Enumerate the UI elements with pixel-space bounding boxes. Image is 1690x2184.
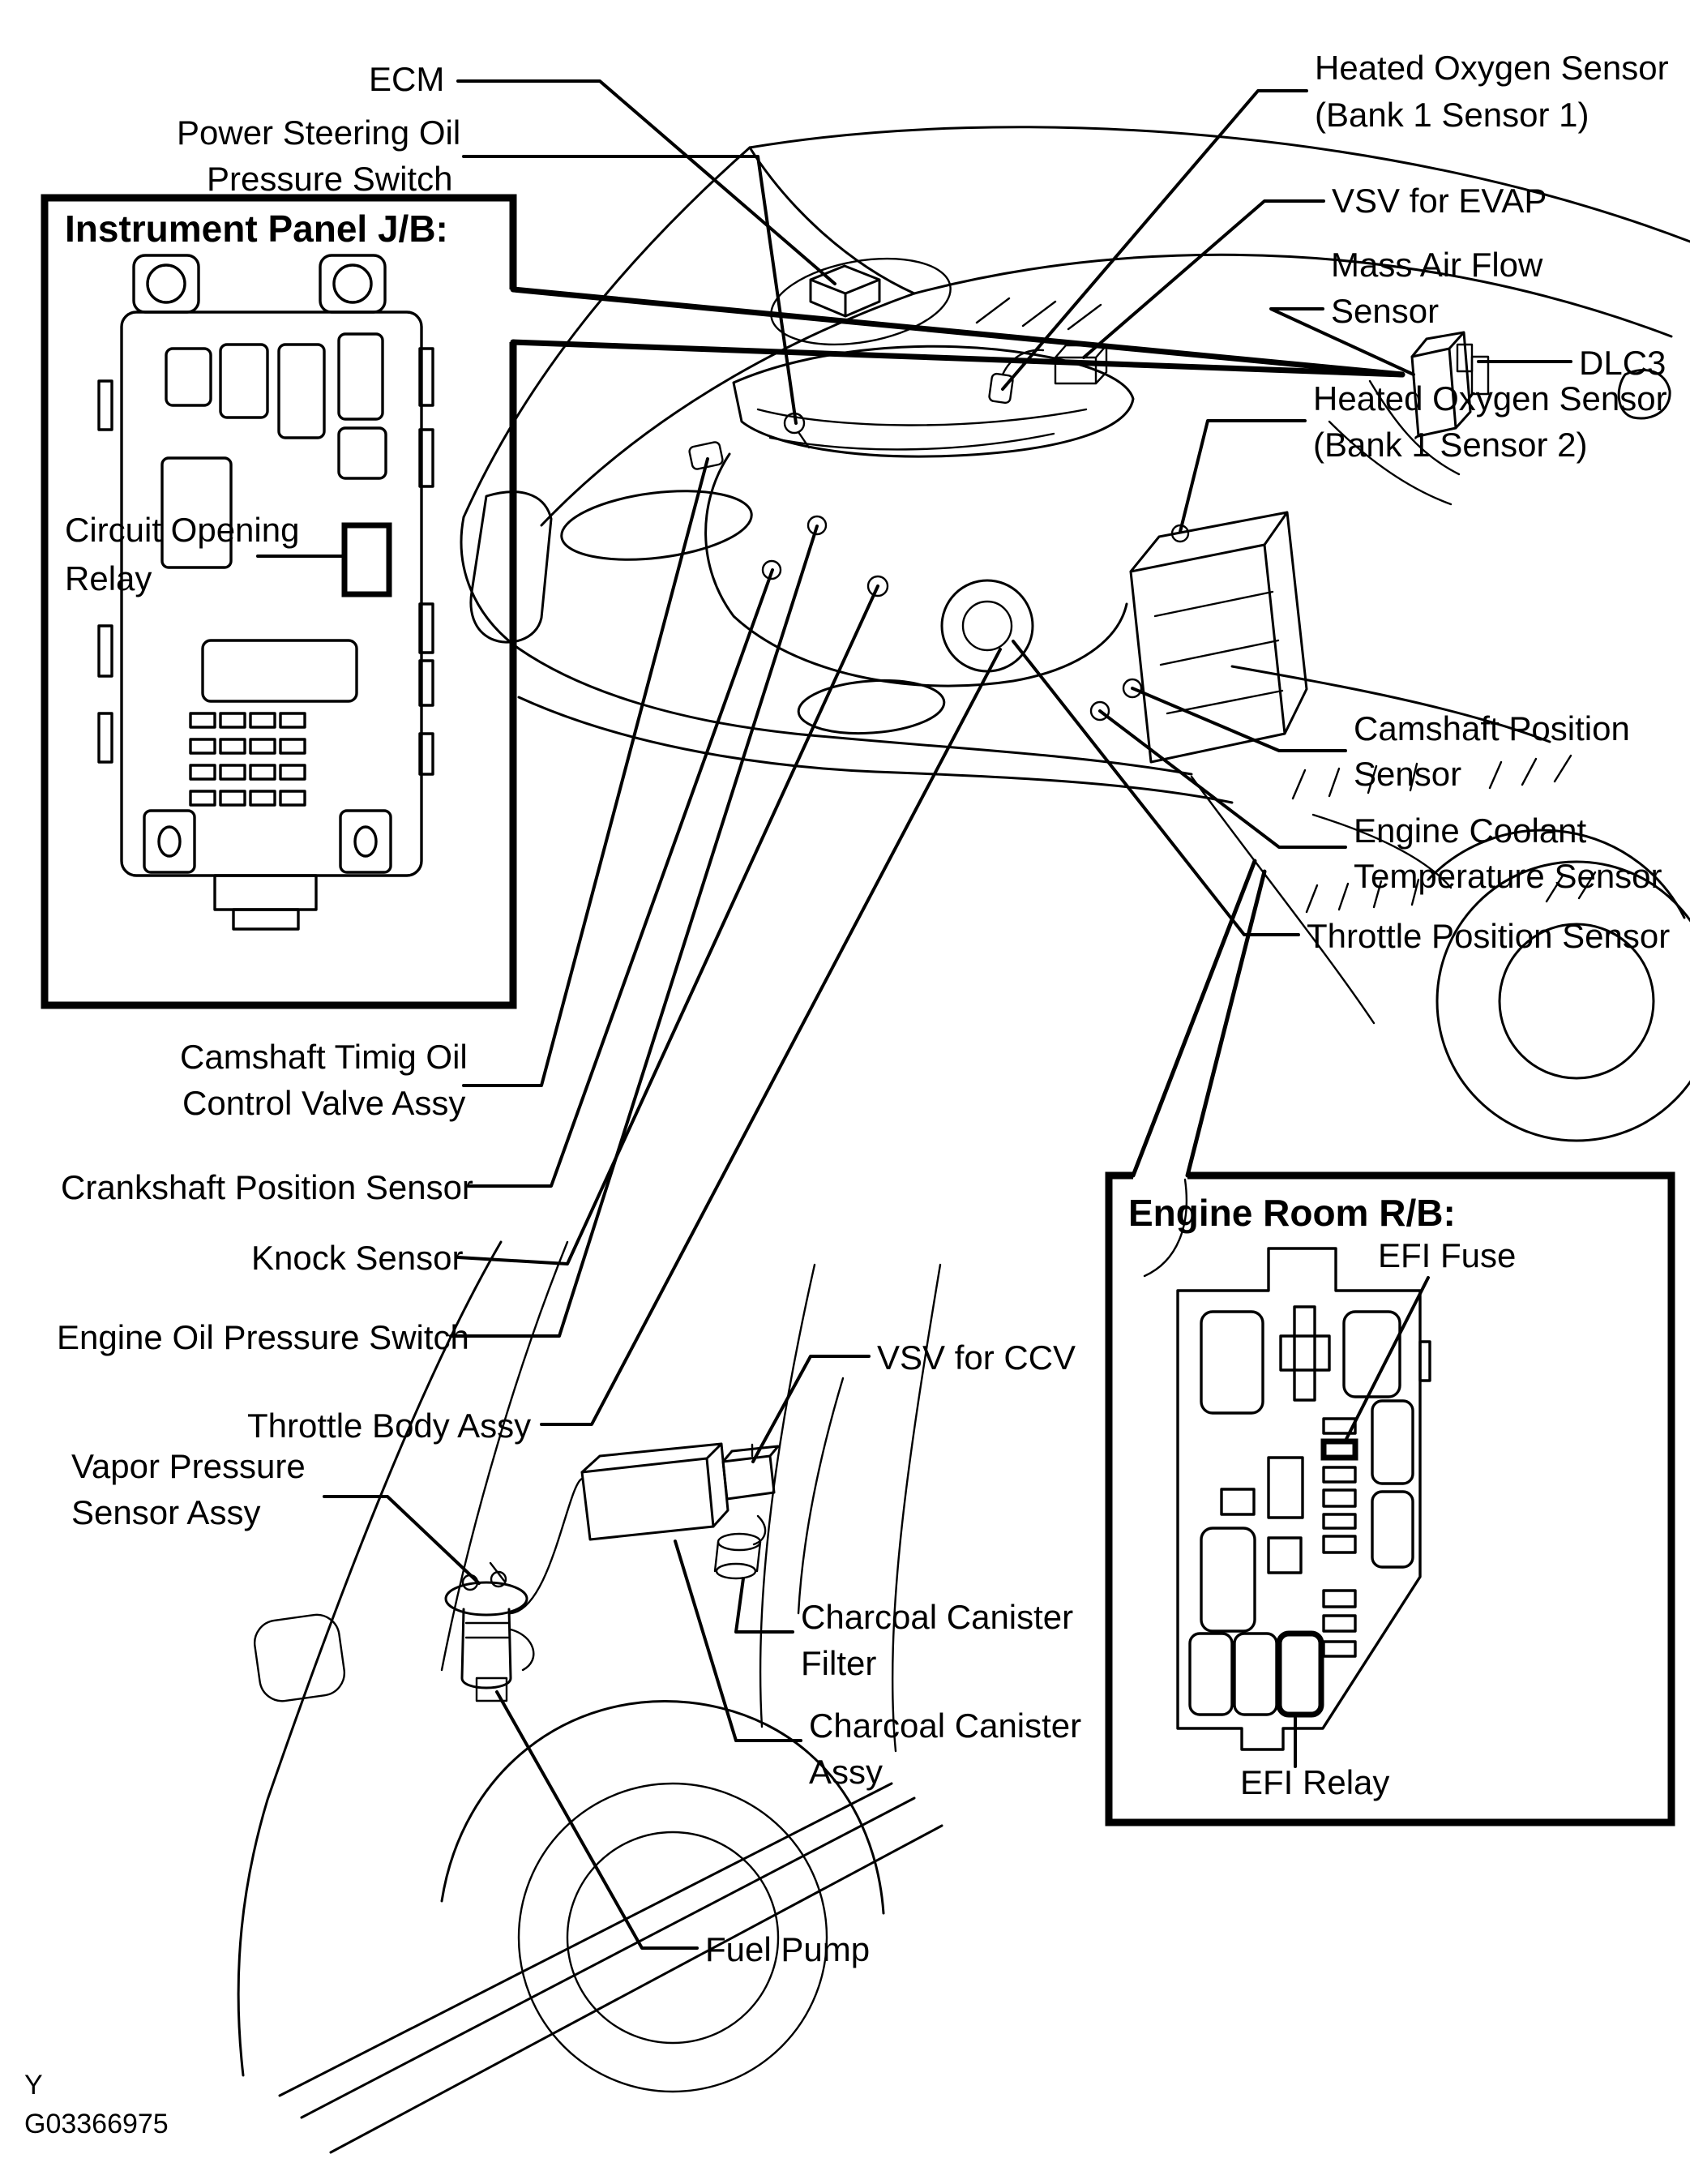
fuel-pump-label: Fuel Pump — [705, 1930, 871, 1968]
throttle-position-sensor-leader — [1013, 641, 1299, 935]
door-line — [798, 1378, 843, 1613]
vapor-pressure-sensor-assy-leader — [324, 1497, 479, 1583]
engine-coolant-temp-sensor-label-line2: Temperature Sensor — [1354, 857, 1662, 895]
engine-room-title-label: Engine Room R/B: — [1128, 1192, 1456, 1234]
efi-fuse-leader — [1346, 1278, 1428, 1441]
vsv-evap-label: VSV for EVAP — [1332, 182, 1547, 220]
pump-canister-pipe — [511, 1479, 582, 1613]
car-lower-art — [238, 1242, 942, 2152]
throttle-body-art — [942, 580, 1033, 671]
wiper-hatch — [977, 298, 1101, 329]
instrument-panel-jb-border — [45, 198, 513, 1005]
headlight — [558, 482, 755, 569]
camshaft-timing-ocv-label-line1: Camshaft Timig Oil — [180, 1038, 468, 1076]
jb-pointer-line-1 — [513, 289, 1402, 375]
instrument-panel-title-label: Instrument Panel J/B: — [65, 208, 448, 250]
charcoal-canister-assy-label-line2: Assy — [809, 1753, 884, 1791]
charcoal-canister-assy-leader — [675, 1541, 801, 1741]
under-body-line — [1192, 777, 1374, 1023]
bumper-lower — [519, 697, 1232, 803]
fuel-system-art — [446, 1444, 778, 1701]
engine-coolant-temp-sensor-label-line1: Engine Coolant — [1354, 812, 1587, 850]
charcoal-canister-filter-label-line1: Charcoal Canister — [801, 1598, 1074, 1636]
front-tire — [1437, 862, 1690, 1141]
rb-fusebox-art — [1178, 1248, 1430, 1749]
throttle-position-sensor-label: Throttle Position Sensor — [1307, 917, 1671, 955]
power-steering-switch-label-line1: Power Steering Oil — [177, 113, 461, 152]
canister-filter-art — [715, 1516, 765, 1578]
knock-sensor-label: Knock Sensor — [251, 1239, 464, 1277]
engine-room-rb-panel — [1109, 861, 1671, 1822]
heated-oxygen-sensor-1-leader — [1003, 91, 1307, 389]
front-fascia — [461, 517, 1192, 774]
power-steering-switch-label-line2: Pressure Switch — [207, 160, 453, 198]
engine-coolant-temp-sensor-leader — [1100, 711, 1346, 847]
hood-crease — [541, 293, 914, 525]
circuit-opening-relay-rect — [344, 525, 389, 594]
camshaft-timing-ocv-leader — [464, 459, 708, 1086]
camshaft-position-sensor-label-line1: Camshaft Position — [1354, 709, 1630, 747]
fuel-filler-recess — [252, 1612, 348, 1704]
ecm-label: ECM — [369, 60, 445, 98]
camshaft-timing-ocv-label-line2: Control Valve Assy — [182, 1084, 466, 1122]
heated-oxygen-sensor-1-label-line1: Heated Oxygen Sensor — [1315, 49, 1669, 87]
charcoal-canister-filter-label-line2: Filter — [801, 1644, 877, 1682]
camshaft-position-sensor-leader — [1132, 688, 1346, 751]
pillar-inner — [442, 1242, 567, 1670]
vapor-pressure-sensor-assy-label-line2: Sensor Assy — [71, 1493, 261, 1531]
footer-revision-label: Y — [24, 2070, 43, 2100]
knock-sensor-leader — [458, 586, 878, 1264]
rb-pointer-line-1 — [1133, 861, 1255, 1176]
engine-cluster-art — [689, 266, 1488, 762]
vsv-ccv-label: VSV for CCV — [877, 1338, 1076, 1377]
efi-fuse-label: EFI Fuse — [1378, 1236, 1517, 1274]
circuit-opening-relay-label-line2: Relay — [65, 559, 152, 597]
roof-line — [750, 127, 1690, 242]
mass-air-flow-label-line1: Mass Air Flow — [1331, 246, 1543, 284]
mass-air-flow-label-line2: Sensor — [1331, 292, 1440, 330]
crankshaft-position-sensor-label: Crankshaft Position Sensor — [61, 1168, 473, 1206]
heated-oxygen-sensor-2-label-line1: Heated Oxygen Sensor — [1313, 379, 1667, 418]
vsv-ccv-art — [723, 1445, 778, 1499]
charcoal-canister-art — [582, 1444, 728, 1540]
engine-oil-pressure-switch-label: Engine Oil Pressure Switch — [57, 1318, 469, 1356]
efi-fuse-rect — [1324, 1441, 1355, 1458]
dlc3-label: DLC3 — [1579, 344, 1666, 382]
heated-oxygen-sensor-2-label-line2: (Bank 1 Sensor 2) — [1313, 426, 1588, 464]
fuel-pump-leader — [497, 1692, 697, 1948]
throttle-body-assy-label: Throttle Body Assy — [247, 1407, 532, 1445]
fuel-pump-art — [446, 1563, 533, 1701]
vsv-evap-leader — [1084, 201, 1324, 358]
rb-pointer-line-2 — [1187, 871, 1264, 1176]
engine-oil-pressure-switch-leader — [451, 526, 817, 1336]
throttle-bore — [963, 602, 1012, 650]
footer-code-label: G03366975 — [24, 2109, 169, 2139]
engine-block-outline — [706, 454, 1127, 686]
cowl-line — [914, 255, 1671, 336]
circuit-opening-relay-label-line1: Circuit Opening — [65, 511, 300, 549]
camshaft-position-sensor-label-line2: Sensor — [1354, 755, 1462, 793]
body-curve — [892, 1265, 940, 1751]
heated-oxygen-sensor-1-label-line2: (Bank 1 Sensor 1) — [1315, 96, 1589, 134]
efi-relay-rect — [1279, 1634, 1321, 1715]
throttle-body-assy-leader — [541, 649, 1000, 1424]
charcoal-canister-assy-label-line1: Charcoal Canister — [809, 1707, 1082, 1745]
vapor-pressure-sensor-assy-label-line1: Vapor Pressure — [71, 1447, 306, 1485]
efi-relay-label: EFI Relay — [1240, 1763, 1390, 1801]
